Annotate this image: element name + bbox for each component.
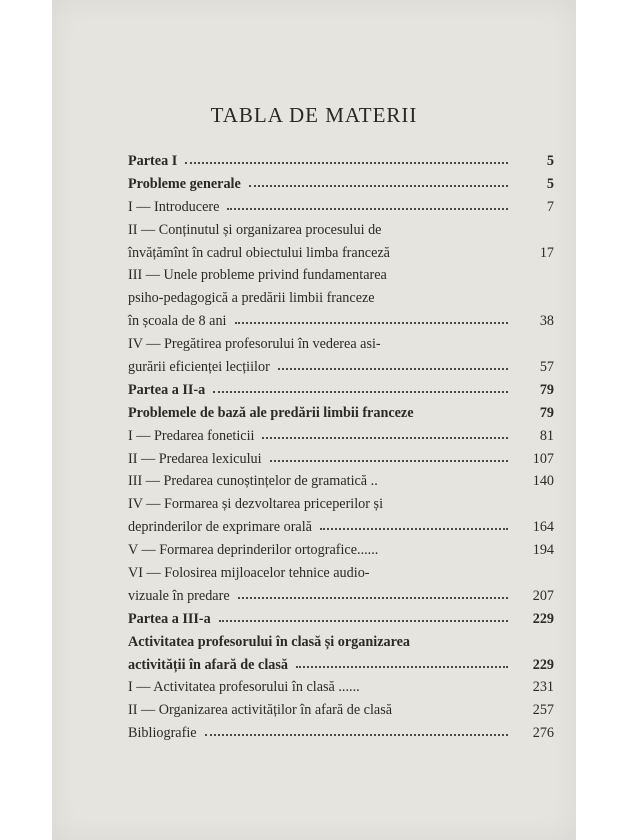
toc-entry-text: IV — Formarea și dezvoltarea priceperilor și — [128, 496, 384, 513]
toc-entry-text: vizuale în predare — [128, 587, 230, 604]
book-page — [52, 0, 576, 840]
toc-entry-line — [128, 470, 554, 493]
toc-page-number: 81 — [539, 427, 554, 444]
toc-page-number: 5 — [546, 175, 554, 192]
toc-page-number: 229 — [532, 610, 554, 627]
toc-entry-line — [128, 173, 554, 196]
toc-entry-line — [128, 539, 554, 562]
toc-page-number: 79 — [539, 404, 554, 421]
toc-page-number: 276 — [532, 725, 554, 742]
toc-entry-line — [128, 150, 554, 173]
toc-entry-text: I — Activitatea profesorului în clasă ...... — [128, 679, 360, 696]
toc-entry-text: I — Predarea foneticii — [128, 427, 255, 444]
toc-page-number: 107 — [532, 450, 554, 467]
toc-entry-line — [128, 608, 554, 631]
toc-entry-line — [128, 562, 554, 585]
toc-leader-dots — [219, 620, 508, 622]
toc-entry-line — [128, 516, 554, 539]
toc-entry-line — [128, 448, 554, 471]
toc-leader-dots — [235, 322, 508, 324]
toc-page-number: 164 — [532, 519, 554, 536]
toc-page-number: 207 — [532, 587, 554, 604]
toc-entry-line — [128, 585, 554, 608]
toc-entry-text: Partea a III-a — [128, 610, 211, 627]
toc-entry-line — [128, 699, 554, 722]
toc-entry-line — [128, 379, 554, 402]
toc-entry-text: deprinderilor de exprimare orală — [128, 519, 312, 536]
toc-leader-dots — [205, 734, 508, 736]
toc-entry-text: Partea I — [128, 153, 178, 169]
toc-leader-dots — [249, 185, 508, 187]
toc-entry-line — [128, 631, 554, 654]
toc-entry-line — [128, 219, 554, 242]
toc-entry-text: psiho-pedagogică a predării limbii franceze — [128, 290, 375, 307]
toc-entry-text: activității în afară de clasă — [128, 656, 288, 673]
toc-page-number: 140 — [532, 473, 554, 490]
toc-page-number: 231 — [532, 679, 554, 696]
toc-leader-dots — [213, 391, 508, 393]
toc-entry-text: II — Organizarea activităților în afară de clasă — [128, 702, 393, 719]
toc-leader-dots — [262, 437, 508, 439]
toc-entry-text: gurării eficienței lecțiilor — [128, 359, 270, 376]
toc-leader-dots — [278, 368, 508, 370]
table-of-contents — [128, 150, 554, 745]
toc-entry-line — [128, 242, 554, 265]
toc-leader-dots — [296, 666, 508, 668]
toc-leader-dots — [227, 208, 508, 210]
toc-page-number: 229 — [532, 656, 554, 673]
toc-page-number: 194 — [532, 542, 554, 559]
toc-entry-text: IV — Pregătirea profesorului în vederea asi- — [128, 336, 381, 353]
toc-entry-text: VI — Folosirea mijloacelor tehnice audio- — [128, 565, 370, 582]
toc-page-number: 38 — [539, 313, 554, 330]
toc-entry-text: Bibliografie — [128, 725, 197, 742]
toc-entry-line — [128, 493, 554, 516]
toc-entry-text: Activitatea profesorului în clasă și organizarea — [128, 633, 411, 650]
toc-entry-line — [128, 402, 554, 425]
toc-leader-dots — [270, 460, 508, 462]
page-title: TABLA DE MATERII — [210, 103, 418, 127]
toc-entry-line — [128, 654, 554, 677]
toc-entry-text: în școala de 8 ani — [128, 313, 227, 330]
toc-entry-line — [128, 310, 554, 333]
toc-entry-line — [128, 196, 554, 219]
toc-page-number: 5 — [546, 153, 554, 169]
toc-entry-text: Probleme generale — [128, 175, 241, 192]
toc-entry-line — [128, 264, 554, 287]
toc-entry-line — [128, 722, 554, 745]
toc-entry-text: I — Introducere — [128, 198, 220, 215]
toc-entry-text: Partea a II-a — [128, 381, 206, 398]
toc-leader-dots — [238, 597, 508, 599]
toc-page-number: 57 — [539, 359, 554, 376]
toc-leader-dots — [320, 528, 508, 530]
toc-entry-line — [128, 676, 554, 699]
toc-leader-dots — [185, 162, 508, 164]
toc-entry-line — [128, 287, 554, 310]
toc-entry-text: Problemele de bază ale predării limbii franceze — [128, 404, 414, 421]
toc-entry-text: V — Formarea deprinderilor ortografice...... — [128, 542, 379, 559]
toc-entry-text: III — Unele probleme privind fundamentarea — [128, 267, 387, 284]
toc-entry-line — [128, 425, 554, 448]
toc-entry-line — [128, 356, 554, 379]
toc-page-number: 7 — [546, 198, 554, 215]
toc-page-number: 257 — [532, 702, 554, 719]
toc-entry-text: II — Conținutul și organizarea procesului de — [128, 221, 382, 238]
toc-entry-line — [128, 333, 554, 356]
toc-entry-text: II — Predarea lexicului — [128, 450, 262, 467]
toc-entry-text: învățămînt în cadrul obiectului limba franceză — [128, 244, 390, 261]
toc-page-number: 79 — [539, 381, 554, 398]
toc-entry-text: III — Predarea cunoștințelor de gramatică .. — [128, 473, 378, 490]
toc-page-number: 17 — [539, 244, 554, 261]
